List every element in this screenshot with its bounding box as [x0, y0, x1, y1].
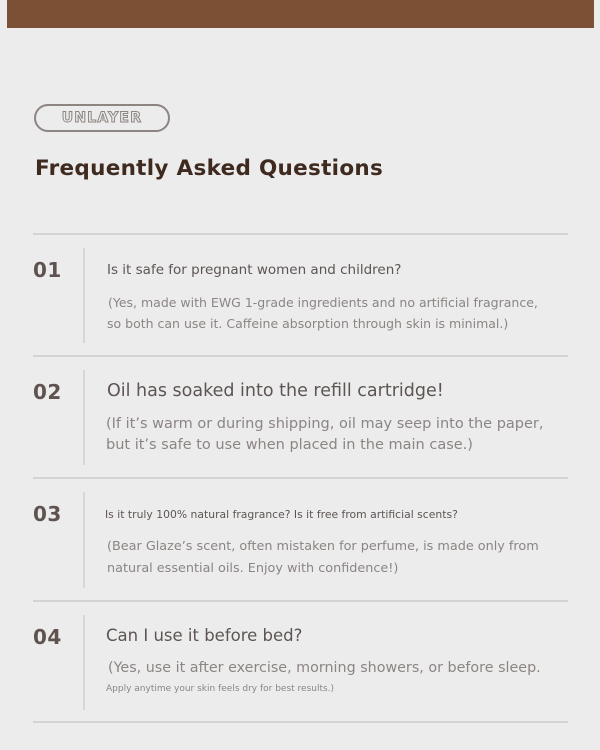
faq-item-04 — [33, 625, 568, 715]
faq-answer-line: (Bear Glaze’s scent, often mistaken for perfume, is made only from — [107, 539, 539, 554]
faq-answer-line: but it’s safe to use when placed in the main case.) — [106, 437, 473, 453]
brand-logo[interactable]: UNLAYER — [34, 104, 170, 132]
page-title: Frequently Asked Questions — [35, 156, 384, 181]
faq-divider — [33, 233, 568, 235]
faq-item-01 — [33, 258, 568, 348]
faq-question[interactable]: Oil has soaked into the refill cartridge! — [107, 381, 444, 401]
faq-answer-line: Apply anytime your skin feels dry for best results.) — [106, 684, 335, 694]
faq-vertical-divider — [83, 370, 85, 465]
faq-item-02 — [33, 380, 568, 470]
faq-vertical-divider — [83, 492, 85, 588]
faq-answer-line: (If it’s warm or during shipping, oil may seep into the paper, — [106, 416, 544, 432]
faq-answer-line: natural essential oils. Enjoy with confidence!) — [107, 561, 399, 576]
faq-vertical-divider — [83, 615, 85, 710]
faq-question[interactable]: Is it truly 100% natural fragrance? Is it free from artificial scents? — [105, 508, 458, 521]
faq-answer-line: (Yes, made with EWG 1-grade ingredients and no artificial fragrance, — [108, 295, 538, 310]
faq-number: 01 — [33, 258, 62, 282]
faq-number: 02 — [33, 380, 62, 404]
faq-divider — [33, 477, 568, 479]
faq-divider — [33, 721, 568, 723]
header-bar — [7, 0, 594, 28]
faq-divider — [33, 355, 568, 357]
faq-question[interactable]: Is it safe for pregnant women and children? — [107, 262, 402, 278]
faq-answer-line: (Yes, use it after exercise, morning showers, or before sleep. — [108, 660, 541, 676]
faq-number: 04 — [33, 625, 62, 649]
faq-item-03 — [33, 502, 568, 592]
faq-number: 03 — [33, 502, 62, 526]
faq-answer-line: so both can use it. Caffeine absorption through skin is minimal.) — [107, 316, 509, 331]
faq-divider — [33, 600, 568, 602]
faq-vertical-divider — [83, 248, 85, 343]
faq-question[interactable]: Can I use it before bed? — [106, 626, 303, 645]
